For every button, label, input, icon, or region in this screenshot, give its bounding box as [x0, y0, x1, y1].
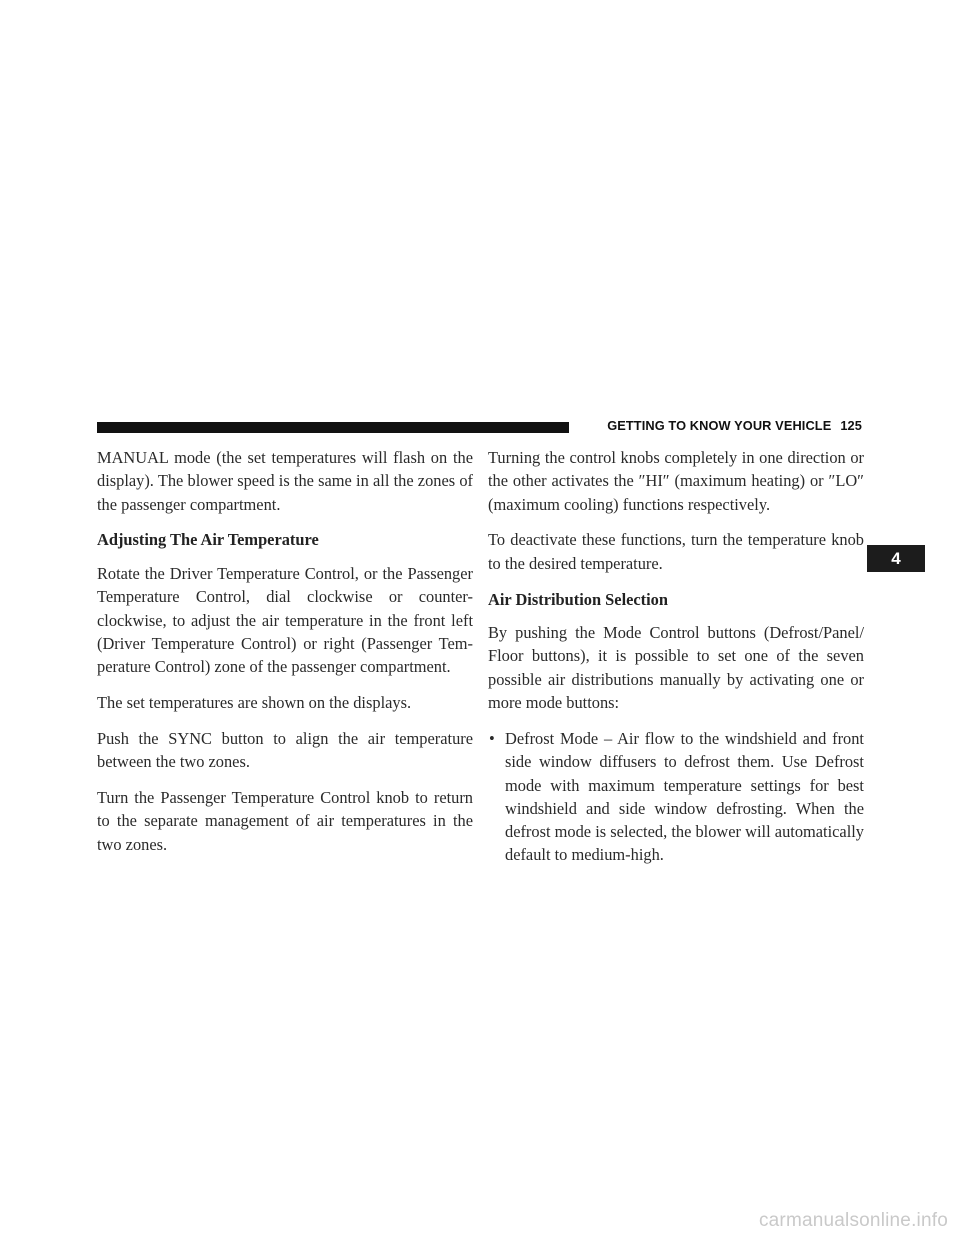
bullet-list: [488, 727, 864, 867]
right-column: [488, 446, 864, 867]
page-number: 125: [840, 418, 862, 433]
paragraph-set-temperatures: The set temperatures are shown on the displays.: [97, 693, 412, 713]
paragraph-manual-mode: MANUAL mode (the set temperatures will flash on the display). The blower speed is the same in all the zones of the passenger compartment.: [97, 448, 473, 514]
watermark-text: carmanualsonline.info: [758, 1210, 948, 1231]
heading-air-distribution: Air Distribution Selection: [488, 589, 668, 609]
bullet-icon: •: [489, 728, 495, 748]
list-item: [488, 727, 864, 867]
running-header: [580, 418, 862, 433]
paragraph-mode-control: By pushing the Mode Control buttons (Defrost/Panel/ Floor buttons), it is possible to set one of the seven possible air distributions manually by activating one or more mode buttons:: [488, 623, 864, 713]
header-rule: [97, 422, 569, 433]
paragraph-hi-lo: Turning the control knobs completely in one direction or the other activates the ″HI″ (maximum heating) or ″LO″ (maximum cooling) functions respectively.: [488, 448, 864, 514]
section-title: GETTING TO KNOW YOUR VEHICLE: [607, 418, 832, 433]
heading-adjusting-air-temperature: Adjusting The Air Temperature: [97, 530, 319, 550]
left-column: [97, 446, 473, 869]
list-item-text: Defrost Mode – Air flow to the windshield and front side window diffusers to defrost them. Use Defrost mode with maximum temperature settings for best windshield and side window defrosting. When the defrost mode is selected, the blower will automatically default to medium-high.: [505, 728, 864, 865]
paragraph-deactivate: To deactivate these functions, turn the temperature knob to the desired temperature.: [488, 530, 864, 573]
chapter-tab: 4: [867, 545, 925, 572]
paragraph-passenger-knob: Turn the Passenger Temperature Control knob to return to the separate management of air temperatures in the two zones.: [97, 788, 473, 854]
paragraph-sync-button: Push the SYNC button to align the air temperature between the two zones.: [97, 728, 473, 772]
paragraph-rotate-controls: Rotate the Driver Temperature Control, or the Passenger Temperature Control, dial clockwise or counter-clockwise, to adjust the air temperature in the front left (Driver Temperature Control) or right (Passenger Tem-perature Control) zone of the passenger compartment.: [97, 563, 473, 677]
